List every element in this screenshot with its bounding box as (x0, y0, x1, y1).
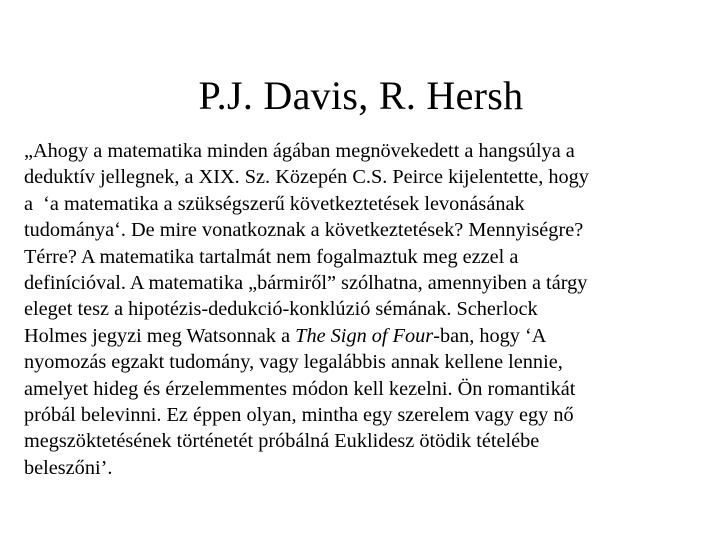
quote-line-text: Holmes jegyzi meg Watsonnak a (24, 324, 296, 347)
quote-line-text: deduktív jellegnek, a XIX. Sz. Közepén C.S. Peirce kijelentette, hogy (24, 166, 589, 189)
quote-line-text: beleszőni’. (24, 456, 113, 479)
quote-line-text: Térre? A matematika tartalmát nem fogalmaztuk meg ezzel a (24, 245, 519, 268)
quote-line (24, 217, 704, 243)
quote-line (24, 428, 704, 454)
quote-line (24, 270, 704, 296)
quote-body (24, 138, 704, 481)
quote-line (24, 244, 704, 270)
quote-line-text: nyomozás egzakt tudomány, vagy legalábbis annak kellene lennie, (24, 351, 563, 374)
quote-line-text: próbál belevinni. Ez éppen olyan, mintha egy szerelem vagy egy nő (24, 403, 574, 426)
quote-line (24, 164, 704, 190)
quote-line (24, 349, 704, 375)
quote-line (24, 323, 704, 349)
slide-title: P.J. Davis, R. Hersh (198, 73, 524, 118)
quote-line-text: tudománya‘. De mire vonatkoznak a következtetések? Mennyiségre? (24, 219, 584, 242)
quote-line-text: amelyet hideg és érzelemmentes módon kell kezelni. Ön romantikát (24, 377, 576, 400)
quote-line (24, 191, 704, 217)
quote-line (24, 455, 704, 481)
quote-line-text: „Ahogy a matematika minden ágában megnövekedett a hangsúlya a (24, 140, 575, 162)
quote-line (24, 296, 704, 322)
quote-line-text: megszöktetésének történetét próbálná Euklidesz ötödik tételébe (24, 430, 540, 453)
quote-line (24, 138, 704, 164)
quote-line-text: -ban, hogy ‘A (433, 324, 547, 347)
quote-line-text: definícióval. A matematika „bármiről” szólhatna, amennyiben a tárgy (24, 271, 588, 294)
quote-line (24, 402, 704, 428)
quote-line (24, 376, 704, 402)
quote-line-text: eleget tesz a hipotézis-dedukció-konklúzió sémának. Scherlock (24, 298, 538, 321)
quote-line-text: a ‘a matematika a szükségszerű következtetések levonásának (24, 192, 525, 215)
book-title: The Sign of Four (295, 324, 434, 347)
